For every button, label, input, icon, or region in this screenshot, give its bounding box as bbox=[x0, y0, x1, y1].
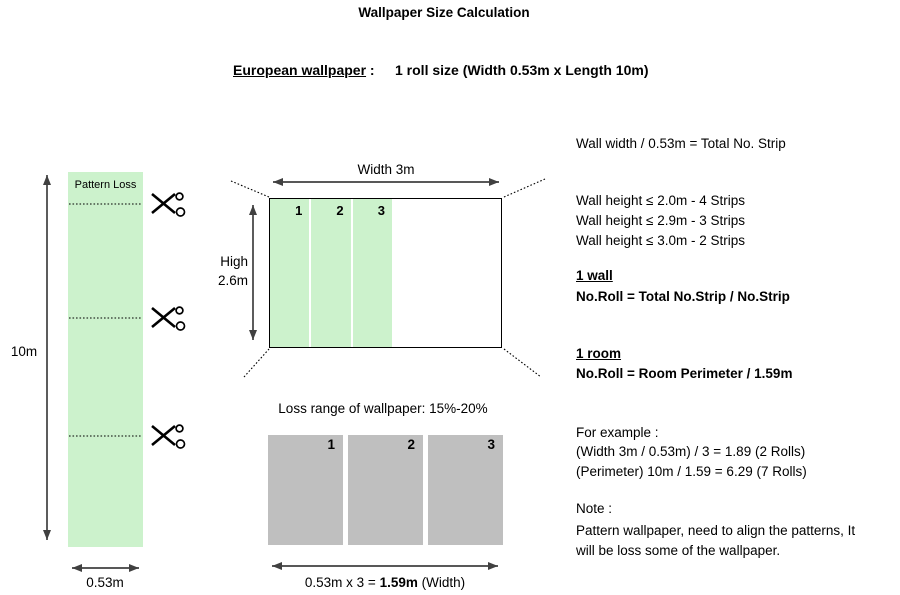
page-title: Wallpaper Size Calculation bbox=[358, 5, 530, 20]
cut-strip-1: 1 bbox=[268, 435, 343, 545]
wall-strip-1: 1 bbox=[270, 199, 309, 347]
note-line-1: Pattern wallpaper, need to align the patterns, It bbox=[576, 523, 856, 538]
pattern-loss-label: Pattern Loss bbox=[74, 179, 137, 191]
wall-height-label-line1: High bbox=[220, 254, 248, 269]
one-wall-heading: 1 wall bbox=[576, 268, 613, 283]
subtitle-colon: : bbox=[366, 62, 375, 78]
perspective-line-bottom-right bbox=[504, 349, 541, 377]
note-heading: Note : bbox=[576, 501, 613, 516]
wall-strip-2: 2 bbox=[311, 199, 350, 347]
note-line-2: will be loss some of the wallpaper. bbox=[576, 543, 781, 558]
perspective-line-top-left bbox=[231, 181, 269, 197]
height-rule-3: Wall height ≤ 3.0m - 2 Strips bbox=[576, 233, 745, 248]
one-room-heading: 1 room bbox=[576, 346, 622, 361]
cut-strip-3: 3 bbox=[428, 435, 503, 545]
subtitle-heading-text: European wallpaper bbox=[233, 62, 367, 78]
example-lines bbox=[576, 442, 807, 482]
strips-width-formula bbox=[264, 575, 506, 590]
roll-length-label: 10m bbox=[10, 344, 38, 359]
wall-rect bbox=[269, 198, 502, 348]
scissors-icon bbox=[152, 193, 185, 216]
height-rules bbox=[576, 191, 745, 251]
subtitle-heading bbox=[233, 62, 375, 78]
formula-suffix: (Width) bbox=[417, 575, 466, 590]
one-room-formula: No.Roll = Room Perimeter / 1.59m bbox=[576, 366, 793, 381]
scissors-icon bbox=[152, 307, 185, 330]
note-lines bbox=[576, 521, 855, 561]
wall-width-label: Width 3m bbox=[357, 162, 415, 177]
wall-height-label-line2: 2.6m bbox=[217, 273, 248, 288]
formula-total-width: 1.59m bbox=[379, 575, 418, 590]
perspective-line-bottom-left bbox=[244, 349, 269, 377]
total-strip-formula: Wall width / 0.53m = Total No. Strip bbox=[576, 136, 786, 151]
one-wall-formula: No.Roll = Total No.Strip / No.Strip bbox=[576, 289, 790, 304]
scissors-icon bbox=[152, 425, 185, 448]
wallpaper-roll-strip bbox=[68, 172, 143, 547]
loss-range-label: Loss range of wallpaper: 15%-20% bbox=[278, 401, 488, 416]
example-line-1: (Width 3m / 0.53m) / 3 = 1.89 (2 Rolls) bbox=[576, 444, 806, 459]
formula-prefix: 0.53m x 3 = bbox=[304, 575, 380, 590]
example-heading: For example : bbox=[576, 425, 659, 440]
wall-strip-3: 3 bbox=[353, 199, 392, 347]
cut-strip-2: 2 bbox=[348, 435, 423, 545]
perspective-line-top-right bbox=[504, 179, 545, 197]
subtitle-roll-size: 1 roll size (Width 0.53m x Length 10m) bbox=[395, 62, 649, 78]
wall-pasted-strips bbox=[270, 199, 392, 347]
wall-height-label bbox=[198, 252, 248, 290]
roll-width-label: 0.53m bbox=[86, 575, 124, 590]
height-rule-1: Wall height ≤ 2.0m - 4 Strips bbox=[576, 193, 745, 208]
example-line-2: (Perimeter) 10m / 1.59 = 6.29 (7 Rolls) bbox=[576, 464, 807, 479]
height-rule-2: Wall height ≤ 2.9m - 3 Strips bbox=[576, 213, 745, 228]
